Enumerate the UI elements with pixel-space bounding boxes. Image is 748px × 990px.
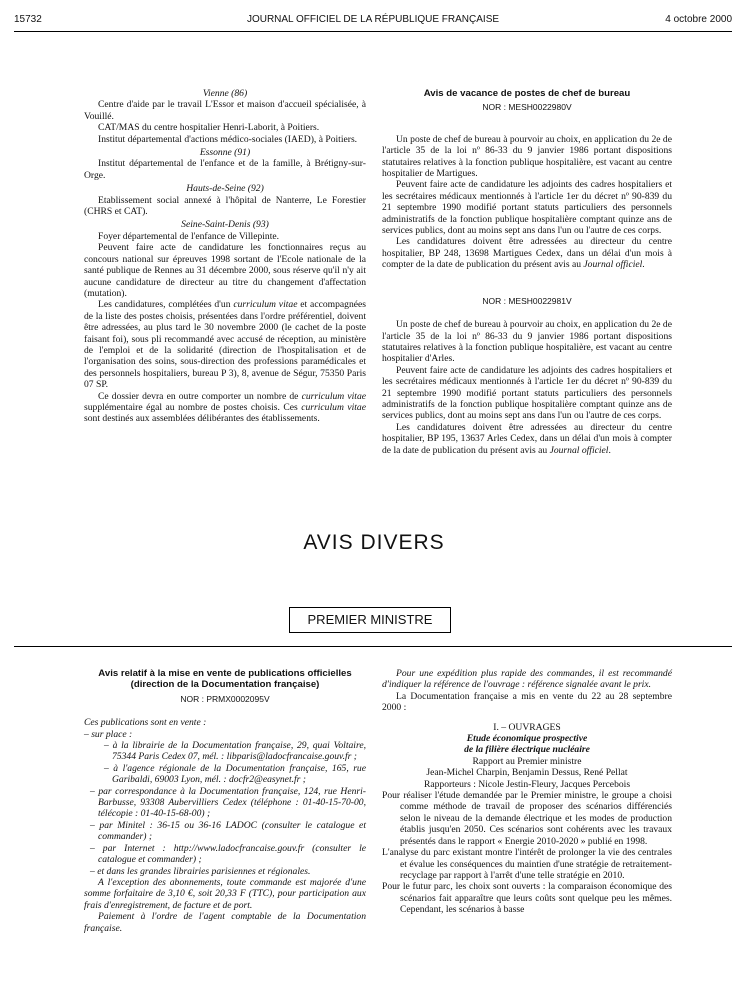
notice-paragraph: Un poste de chef de bureau à pourvoir au choix, en application du 2e de l'article 35 de la loi nº 86-33 du 9 janvier 1986 portant dispositions statutaires relatives à la fonction publique hospitalière, est vacant au centre hospitalier d'Arles. <box>382 319 672 365</box>
notice-title: Avis relatif à la mise en vente de publications officielles <box>98 668 352 679</box>
issue-date: 4 octobre 2000 <box>665 14 732 25</box>
sales-item: – sur place : <box>84 728 133 740</box>
dept-heading-essonne: Essonne (91) <box>199 147 251 159</box>
establishment-item: CAT/MAS du centre hospitalier Henri-Laborit, à Poitiers. <box>98 122 320 134</box>
left-bottom-column <box>84 668 366 934</box>
section-rule <box>14 646 732 647</box>
sales-item: – par Internet : http://www.ladocfrancaise.gouv.fr (consulter le catalogue et commander) ; <box>90 842 366 866</box>
dept-heading-seine-saint-denis: Seine-Saint-Denis (93) <box>181 219 269 231</box>
summary-paragraph: L'analyse du parc existant montre l'intérêt de prolonger la vie des centrales et évalue les conséquences du maintien d'une stratégie de retraitement-recyclage par rapport à l'arrêt d'une telle stratégie en 2010. <box>382 847 672 881</box>
right-top-column <box>382 88 672 456</box>
payment-note: Paiement à l'ordre de l'agent comptable de la Documentation française. <box>84 911 366 934</box>
establishment-item: Institut départemental d'actions médico-sociales (IAED), à Poitiers. <box>98 133 358 145</box>
left-top-column <box>84 86 366 425</box>
sales-item: – par Minitel : 36-15 ou 36-16 LADOC (consulter le catalogue et commander) ; <box>90 819 366 843</box>
sales-item: – par correspondance à la Documentation française, 124, rue Henri-Barbusse, 93308 Aubervilliers Cedex (téléphone : 01-40-15-70-00, télécopie : 01-40-15-68-00) ; <box>90 785 366 820</box>
nor-reference: NOR : PRMX0002095V <box>180 693 270 704</box>
notice-paragraph: Les candidatures doivent être adressées au directeur du centre hospitalier, BP 248, 13698 Martigues Cedex, dans un délai d'un mois à compter de la date de publication du présent avis au Journal officiel. <box>382 236 672 271</box>
work-title: de la filière électrique nucléaire <box>464 744 590 756</box>
summary-paragraph: Pour réaliser l'étude demandée par le Premier ministre, le groupe a choisi comme méthode de travail de proposer des scénarios différenciés selon le niveau de la demande électrique et les modes de production établis jusqu'en 2050. Ces scénarios sont cohérents avec les travaux présentés dans le rapport « Energie 2010-2020 » publié en 1998. <box>382 790 672 847</box>
establishment-item: Foyer départemental de l'enfance de Villepinte. <box>98 230 280 242</box>
summary-paragraph: Pour le futur parc, les choix sont ouverts : la comparaison économique des scénarios fait apparaître que leurs coûts sont quelque peu les mêmes. Cependant, les scénarios à basse <box>382 881 672 916</box>
header-rule <box>14 31 732 32</box>
page-number: 15732 <box>14 14 42 25</box>
pricing-note: A l'exception des abonnements, toute commande est majorée d'une somme forfaitaire de 3,10 €, soit 20,33 F (TTC), pour participation aux frais d'enregistrement, de facture et de port. <box>84 876 366 911</box>
ministry-box: PREMIER MINISTRE <box>289 607 451 633</box>
notice-paragraph: Les candidatures doivent être adressées au directeur du centre hospitalier, BP 195, 13637 Arles Cedex, dans un délai d'un mois à compter de la date de publication du présent avis au Journal officiel. <box>382 421 672 456</box>
sales-item: – et dans les grandes librairies parisiennes et régionales. <box>90 865 311 877</box>
application-paragraph: Les candidatures, complétées d'un curriculum vitae et accompagnées de la liste des postes choisis, présentées dans l'ordre préférentiel, doivent être adressées, au plus tard le 30 novembre 2000 (le cachet de la poste faisant foi), sous pli recommandé avec accusé de réception, au ministère de l'emploi et de la solidarité (direction de l'hospitalisation et de l'organisation des soins, sous-direction des professions paramédicales et des personnels hospitaliers, bureau P 3), 8, avenue de Ségur, 75350 Paris 07 SP. <box>84 299 366 391</box>
notice-paragraph: Peuvent faire acte de candidature les adjoints des cadres hospitaliers et les secrétaires médicaux mentionnés à l'article 1er du décret nº 90-839 du 21 septembre 1990 modifié portant statuts particuliers des personnels administratifs de la fonction publique hospitalière comptant quinze ans de services publics, dont au moins sept ans dans l'un ou l'autre de ces corps. <box>382 179 672 237</box>
section-title: I. – OUVRAGES <box>493 721 561 733</box>
report-line: Rapport au Premier ministre <box>472 755 582 767</box>
dossier-paragraph: Ce dossier devra en outre comporter un nombre de curriculum vitae supplémentaire égal au nombre de postes choisis. Ces curriculum vitae sont destinés aux assemblées délibérantes des établissements. <box>84 390 366 425</box>
rapporteurs-line: Rapporteurs : Nicole Jestin-Fleury, Jacques Percebois <box>423 778 631 790</box>
nor-reference: NOR : MESH0022981V <box>482 295 572 306</box>
sales-intro: Ces publications sont en vente : <box>84 717 207 729</box>
dept-heading-hauts-de-seine: Hauts-de-Seine (92) <box>186 183 264 195</box>
notice-subtitle: (direction de la Documentation française) <box>130 679 320 691</box>
work-title: Etude économique prospective <box>466 733 588 745</box>
authors-line: Jean-Michel Charpin, Benjamin Dessus, René Pellat <box>426 767 628 779</box>
establishment-item: Institut départemental de l'enfance et de la famille, à Brétigny-sur-Orge. <box>84 158 366 181</box>
candidature-paragraph: Peuvent faire acte de candidature les fonctionnaires reçus au concours national sur épreuves 1998 sortant de l'Ecole nationale de la santé publique de Rennes au 31 décembre 2000, sous réserve qu'il n'y ait aucune candidature de directeur au titre du changement d'affectation (mutation). <box>84 242 366 299</box>
establishment-item: Etablissement social annexé à l'hôpital de Nanterre, Le Forestier (CHRS et CAT). <box>84 194 366 218</box>
page-header <box>14 14 732 28</box>
dept-heading-vienne: Vienne (86) <box>202 88 248 99</box>
sales-item: – à l'agence régionale de la Documentation française, 165, rue Garibaldi, 69003 Lyon, mél. : docfr2@easynet.fr ; <box>104 762 366 786</box>
notice-paragraph: Un poste de chef de bureau à pourvoir au choix, en application du 2e de l'article 35 de la loi nº 86-33 du 9 janvier 1986 portant dispositions statutaires relatives à la fonction publique hospitalière, est vacant au centre hospitalier de Martigues. <box>382 133 672 180</box>
establishment-item: Centre d'aide par le travail L'Essor et maison d'accueil spécialisée, à Vouillé. <box>84 99 366 122</box>
right-bottom-column <box>382 668 672 916</box>
nor-reference: NOR : MESH0022980V <box>482 102 572 113</box>
sales-period: La Documentation française a mis en vente du 22 au 28 septembre 2000 : <box>382 690 672 714</box>
journal-title: JOURNAL OFFICIEL DE LA RÉPUBLIQUE FRANÇAISE <box>246 14 500 25</box>
section-heading-avis-divers: AVIS DIVERS <box>303 531 445 554</box>
ordering-note: Pour une expédition plus rapide des commandes, il est recommandé d'indiquer la référence de l'ouvrage : référence signalée avant le prix. <box>382 668 672 691</box>
notice-paragraph: Peuvent faire acte de candidature les adjoints des cadres hospitaliers et les secrétaires médicaux mentionnés à l'article 1er du décret nº 90-839 du 21 septembre 1990 modifié portant statuts particuliers des personnels administratifs de la fonction publique hospitalière comptant quinze ans de services publics, dont au moins sept ans dans l'un ou l'autre de ces corps. <box>382 364 672 422</box>
notice-title: Avis de vacance de postes de chef de bureau <box>423 88 631 99</box>
sales-item: – à la librairie de la Documentation française, 29, quai Voltaire, 75344 Paris Cedex 07, mél. : libparis@ladocfrancaise.gouv.fr ; <box>104 740 366 763</box>
